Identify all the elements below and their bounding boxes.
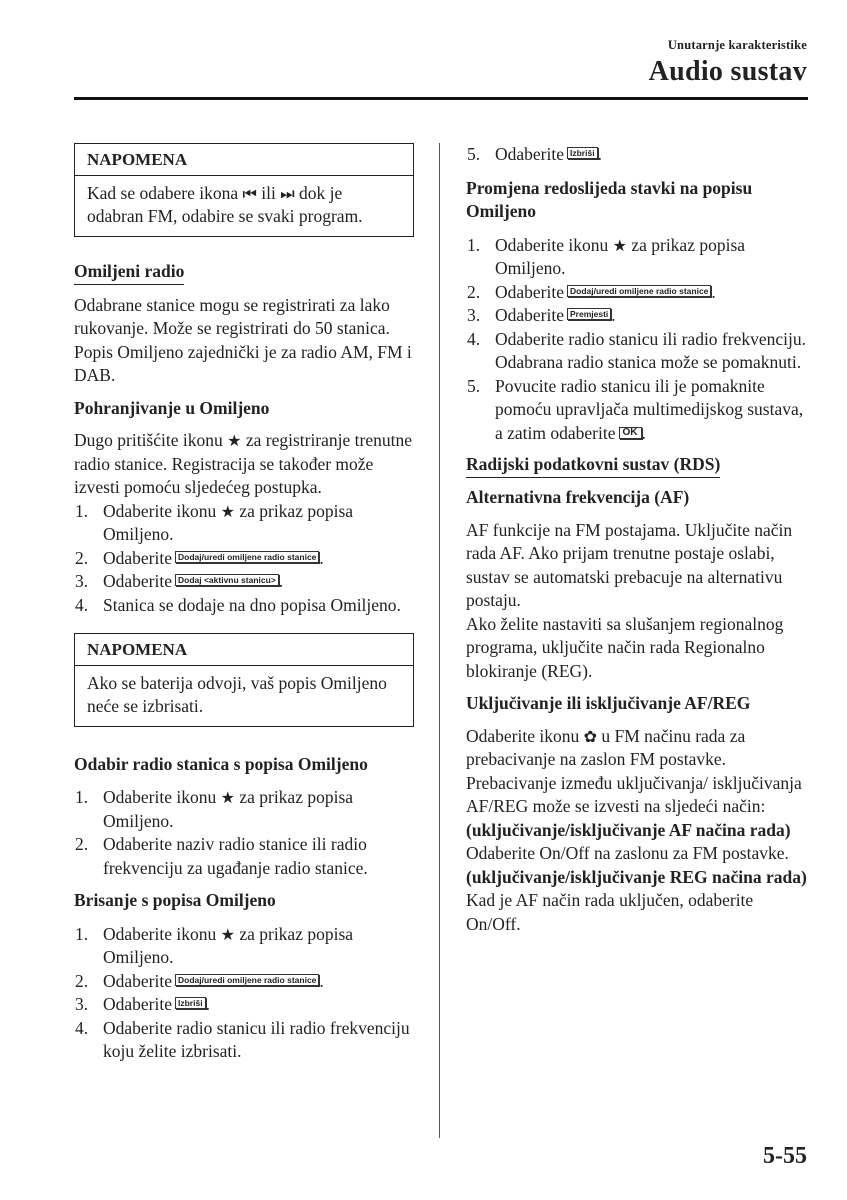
note-box-2 <box>74 633 414 727</box>
step-text: Odaberite <box>495 305 564 325</box>
subheading-af: Alternativna frekvencija (AF) <box>466 487 690 507</box>
step-text: Odaberite ikonu <box>103 923 221 944</box>
subheading-delete: Brisanje s popisa Omiljeno <box>74 890 276 910</box>
list-item <box>466 375 811 446</box>
subheading-select: Odabir radio stanica s popisa Omiljeno <box>74 753 368 774</box>
step-text: . <box>597 144 602 164</box>
left-column <box>74 143 414 1064</box>
step-text: . <box>205 994 210 1014</box>
right-column <box>466 143 811 936</box>
header-rule <box>74 97 808 100</box>
add-edit-favorites-button: Dodaj/uredi omiljene radio stanice <box>567 285 711 297</box>
delete-steps <box>74 923 414 1064</box>
step-number: 2. <box>75 834 89 854</box>
step-number: 2. <box>467 281 481 302</box>
note-body: Ako se baterija odvoji, vaš popis Omiljeno neće se izbrisati. <box>87 672 387 716</box>
step-text: Odaberite ikonu <box>103 500 221 521</box>
list-item <box>466 281 811 305</box>
step-text: . <box>319 547 324 568</box>
add-edit-favorites-button: Dodaj/uredi omiljene radio stanice <box>175 974 319 986</box>
move-button: Premjesti <box>567 308 611 320</box>
star-icon: ★ <box>612 235 627 255</box>
step-text: . <box>611 305 616 325</box>
toggle-text <box>466 725 811 819</box>
step-number: 1. <box>75 500 89 521</box>
delete-steps-continued <box>466 143 811 167</box>
list-item <box>74 970 414 994</box>
step-text: Odaberite radio stanicu ili radio frekvenciju. Odabrana radio stanica može se pomaknuti. <box>495 328 806 372</box>
step-text: Odaberite <box>495 281 564 302</box>
step-number: 5. <box>467 144 481 164</box>
seek-forward-icon: ⏭ <box>280 183 295 203</box>
list-item <box>466 234 811 281</box>
step-text: Odaberite <box>103 571 172 591</box>
star-icon: ★ <box>220 501 235 521</box>
note-heading: NAPOMENA <box>75 634 413 666</box>
seek-back-icon: ⏮ <box>242 183 257 203</box>
step-number: 4. <box>75 594 89 615</box>
subheading-toggle: Uključivanje ili isključivanje AF/REG <box>466 693 751 713</box>
star-icon: ★ <box>220 924 235 944</box>
step-text: za prikaz popisa Omiljeno. <box>103 787 354 831</box>
store-text: za registriranje trenutne radio stanice. Registracija se također može izvesti pomoću sljedećeg postupka. <box>74 430 412 497</box>
list-item <box>74 570 414 594</box>
delete-button: Izbriši <box>567 147 598 159</box>
step-text: Odaberite ikonu <box>103 787 221 807</box>
step-text: Odaberite ikonu <box>495 234 613 255</box>
step-number: 2. <box>75 547 89 568</box>
step-text: Odaberite <box>495 144 564 164</box>
add-edit-favorites-button: Dodaj/uredi omiljene radio stanice <box>175 551 319 563</box>
section-heading-rds: Radijski podatkovni sustav (RDS) <box>466 454 720 478</box>
note-heading: NAPOMENA <box>75 144 413 176</box>
step-text: . <box>278 571 284 591</box>
ok-button: OK <box>619 427 642 439</box>
add-active-station-button: Dodaj <aktivnu stanicu> <box>175 574 279 586</box>
af-toggle-text: Odaberite On/Off na zaslonu za FM postavke. <box>466 843 789 863</box>
step-text: . <box>711 281 716 302</box>
star-icon: ★ <box>227 431 242 450</box>
step-text: Odaberite <box>103 994 172 1014</box>
step-text: Odaberite radio stanicu ili radio frekvenciju koju želite izbrisati. <box>103 1017 410 1061</box>
step-number: 3. <box>75 571 89 591</box>
list-item <box>74 500 414 547</box>
section-heading-favorites: Omiljeni radio <box>74 261 184 285</box>
step-number: 1. <box>75 787 89 807</box>
step-text: . <box>319 970 324 991</box>
step-text: . <box>641 422 646 443</box>
note-text: dok je odabran FM, odabire se svaki program. <box>87 182 363 226</box>
list-item <box>74 993 414 1017</box>
store-steps <box>74 500 414 618</box>
note-body <box>75 176 413 236</box>
step-number: 1. <box>75 923 89 944</box>
section-subtitle: Unutarnje karakteristike <box>667 38 807 52</box>
list-item <box>74 833 414 880</box>
step-text: za prikaz popisa Omiljeno. <box>103 500 354 544</box>
toggle-text-part: u FM načinu rada za prebacivanje na zaslon FM postavke. Prebacivanje između uključivanja/ isključivanja AF/REG može se izvesti na sljedeći način: <box>466 725 802 816</box>
step-text: Odaberite <box>103 547 172 568</box>
list-item <box>74 1017 414 1064</box>
step-text: Odaberite <box>103 970 172 991</box>
favorites-intro: Odabrane stanice mogu se registrirati za lako rukovanje. Može se registrirati do 50 stanica. Popis Omiljeno zajednički je za radio AM, FM i DAB. <box>74 294 412 385</box>
star-icon: ★ <box>220 788 235 807</box>
list-item <box>466 304 811 328</box>
step-number: 2. <box>75 970 89 991</box>
list-item <box>74 547 414 571</box>
subheading-reorder: Promjena redoslijeda stavki na popisu Omiljeno <box>466 177 753 221</box>
select-steps <box>74 786 414 880</box>
step-number: 3. <box>467 305 481 325</box>
note-box-1 <box>74 143 414 237</box>
step-text: Odaberite naziv radio stanice ili radio frekvenciju za ugađanje radio stanice. <box>103 834 368 878</box>
list-item <box>74 786 414 833</box>
af-text: AF funkcije na FM postajama. Uključite način rada AF. Ako prijam trenutne postaje oslabi, sustav se automatski prebacuje na alternativu postaju. <box>466 519 793 610</box>
settings-icon: ✿ <box>583 726 598 746</box>
list-item <box>466 143 811 167</box>
store-intro <box>74 429 414 500</box>
step-number: 1. <box>467 234 481 255</box>
toggle-text-part: Odaberite ikonu <box>466 725 584 746</box>
step-number: 4. <box>75 1017 89 1038</box>
note-text: ili <box>256 182 281 203</box>
af-text-2: Ako želite nastaviti sa slušanjem regionalnog programa, uključite način rada Regionalno blokiranje (REG). <box>466 613 784 681</box>
reg-toggle-text: Kad je AF način rada uključen, odaberite On/Off. <box>466 890 754 934</box>
column-divider <box>439 143 440 1138</box>
note-text: Kad se odabere ikona <box>87 182 243 203</box>
store-text: Dugo pritišćite ikonu <box>74 430 228 450</box>
subheading-store: Pohranjivanje u Omiljeno <box>74 397 270 418</box>
list-item <box>74 923 414 970</box>
step-number: 4. <box>467 328 481 349</box>
delete-button: Izbriši <box>175 997 206 1009</box>
list-item <box>466 328 811 375</box>
page-title: Audio sustav <box>648 56 807 87</box>
page-number: 5-55 <box>763 1143 807 1169</box>
af-toggle-heading: (uključivanje/isključivanje AF načina rada) <box>466 819 791 840</box>
list-item <box>74 594 414 618</box>
step-text: za prikaz popisa Omiljeno. <box>495 234 746 278</box>
step-text: za prikaz popisa Omiljeno. <box>103 923 354 967</box>
step-number: 5. <box>467 375 481 396</box>
step-text: Povucite radio stanicu ili je pomaknite pomoću upravljača multimedijskog sustava, a zatim odaberite <box>495 375 804 443</box>
reorder-steps <box>466 234 811 446</box>
step-text: Stanica se dodaje na dno popisa Omiljeno. <box>103 594 401 615</box>
reg-toggle-heading: (uključivanje/isključivanje REG načina rada) <box>466 866 807 887</box>
step-number: 3. <box>75 994 89 1014</box>
